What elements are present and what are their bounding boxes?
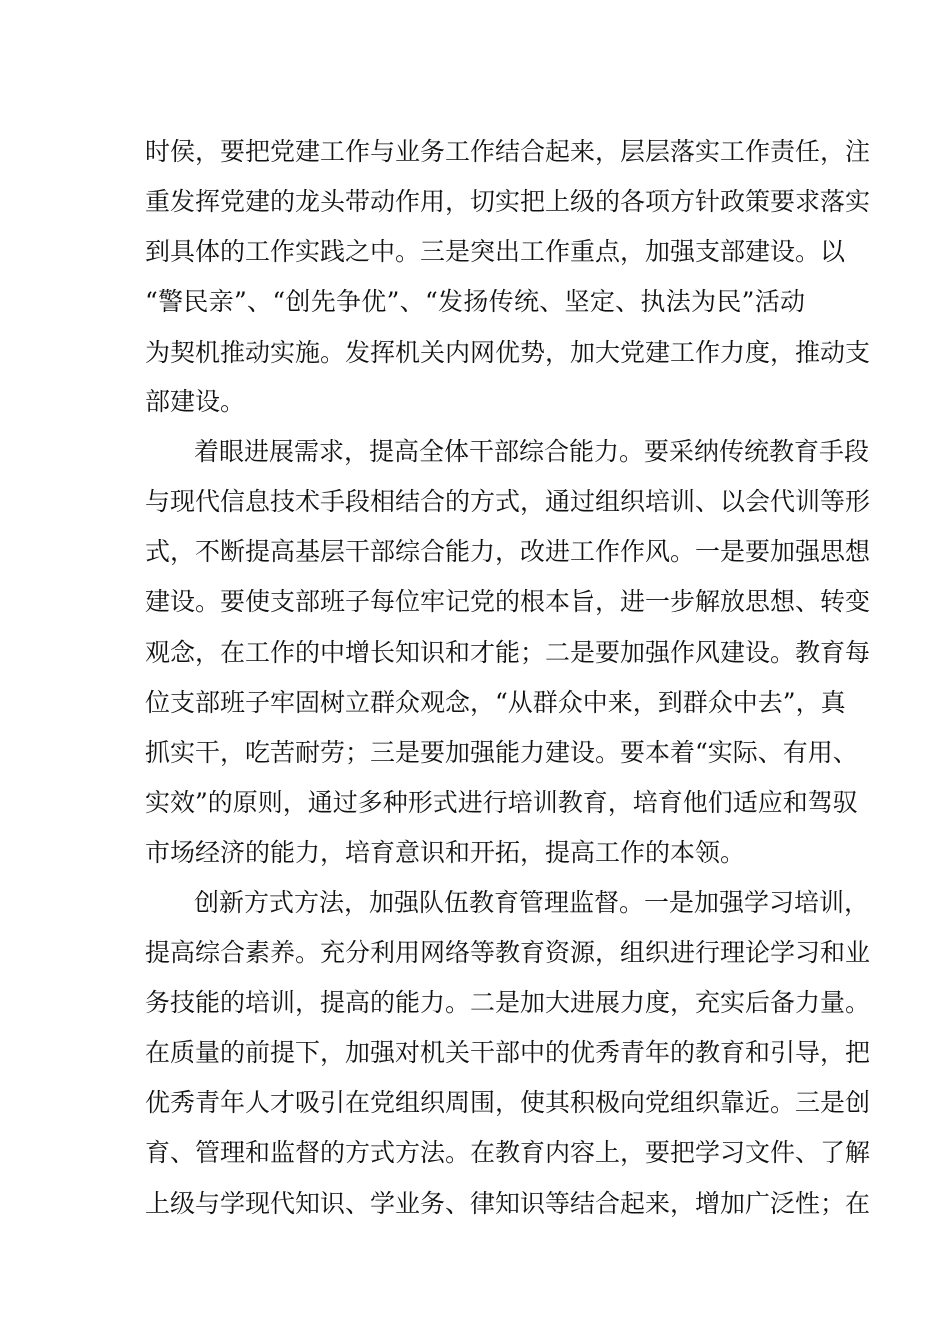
line-text: 上级与学现代知识、学业务、律知识等结合起来，增加广泛性；在 (145, 1189, 871, 1218)
text-line (0, 1128, 950, 1178)
line-text: 与现代信息技术手段相结合的方式，通过组织培训、以会代训等形 (145, 487, 871, 516)
line-text: 市场经济的能力，培育意识和开拓，提高工作的本领。 (145, 838, 746, 867)
line-text: 建设。要使支部班子每位牢记党的根本旨，进一步解放思想、转变 (145, 587, 871, 616)
text-line (0, 477, 950, 527)
line-text: 着眼进展需求，提高全体干部综合能力。要采纳传统教育手段 (194, 437, 870, 466)
text-line (0, 277, 950, 327)
text-line (0, 577, 950, 627)
text-line (0, 177, 950, 227)
line-text: 重发挥党建的龙头带动作用，切实把上级的各项方针政策要求落实 (145, 187, 871, 216)
text-line (0, 227, 950, 277)
text-line (0, 778, 950, 828)
line-text: 创新方式方法，加强队伍教育管理监督。一是加强学习培训， (194, 888, 870, 917)
text-line (0, 728, 950, 778)
line-text: 式，不断提高基层干部综合能力，改进工作作风。一是要加强思想 (145, 537, 871, 566)
paragraph-first-line (0, 878, 950, 928)
line-text: “警民亲”、“创先争优”、“发扬传统、坚定、执法为民”活动 (145, 287, 805, 316)
line-text: 到具体的工作实践之中。三是突出工作重点，加强支部建设。以 (145, 237, 846, 266)
text-line (0, 978, 950, 1028)
text-line (0, 928, 950, 978)
text-line (0, 328, 950, 378)
line-text: 在质量的前提下，加强对机关干部中的优秀青年的教育和引导，把 (145, 1038, 871, 1067)
line-text: 时侯，要把党建工作与业务工作结合起来，层层落实工作责任，注 (145, 137, 871, 166)
paragraph-first-line (0, 427, 950, 477)
text-line (0, 527, 950, 577)
line-text: 育、管理和监督的方式方法。在教育内容上，要把学习文件、了解 (145, 1138, 871, 1167)
line-text: 观念，在工作的中增长知识和才能；二是要加强作风建设。教育每 (145, 638, 871, 667)
line-text: 位支部班子牢固树立群众观念，“从群众中来，到群众中去”，真 (145, 688, 846, 717)
line-text: 部建设。 (145, 387, 246, 416)
text-line (0, 127, 950, 177)
line-text: 实效”的原则，通过多种形式进行培训教育，培育他们适应和驾驭 (145, 788, 858, 817)
text-line (0, 1179, 950, 1229)
text-line (0, 1028, 950, 1078)
text-line (0, 377, 950, 427)
text-line (0, 1078, 950, 1128)
line-text: 为契机推动实施。发挥机关内网优势，加大党建工作力度，推动支 (145, 338, 871, 367)
line-text: 优秀青年人才吸引在党组织周围，使其积极向党组织靠近。三是创 (145, 1088, 871, 1117)
line-text: 提高综合素养。充分利用网络等教育资源，组织进行理论学习和业 (145, 938, 871, 967)
line-text: 务技能的培训，提高的能力。二是加大进展力度，充实后备力量。 (145, 988, 871, 1017)
text-line (0, 828, 950, 878)
text-line (0, 628, 950, 678)
line-text: 抓实干，吃苦耐劳；三是要加强能力建设。要本着“实际、有用、 (145, 738, 858, 767)
text-line (0, 678, 950, 728)
